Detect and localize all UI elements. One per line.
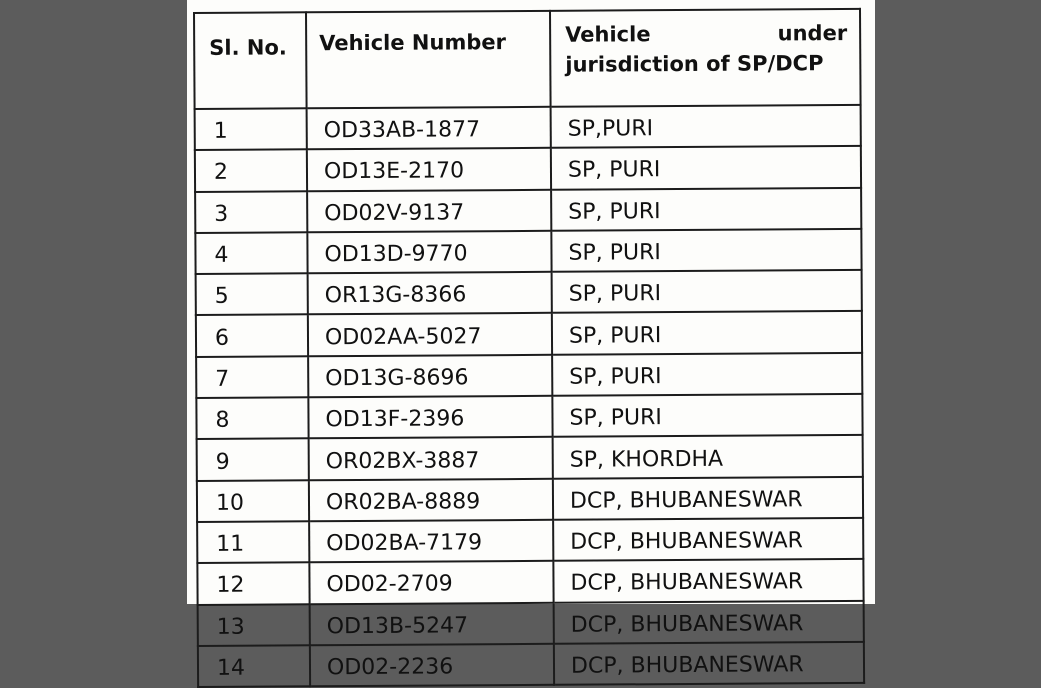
cell-jurisdiction: DCP, BHUBANESWAR (553, 477, 863, 520)
cell-sl-no: 14 (198, 645, 310, 687)
cell-vehicle-number: OR13G-8366 (308, 272, 552, 315)
table-row (197, 518, 863, 563)
cell-jurisdiction: DCP, BHUBANESWAR (553, 559, 863, 602)
table-header-row (194, 9, 861, 109)
table-row (197, 435, 863, 480)
cell-sl-no: 7 (196, 356, 308, 398)
table-row (196, 311, 862, 356)
cell-jurisdiction: SP, PURI (551, 146, 861, 189)
cell-sl-no: 9 (197, 439, 309, 481)
cell-vehicle-number: OR02BA-8889 (309, 478, 553, 521)
header-vehicle-number: Vehicle Number (306, 11, 551, 108)
cell-vehicle-number: OD02-2236 (310, 644, 554, 687)
table-row (198, 642, 864, 687)
cell-jurisdiction: SP, PURI (551, 229, 861, 272)
cell-sl-no: 1 (195, 108, 307, 150)
table-row (197, 559, 863, 604)
cell-jurisdiction: SP, PURI (552, 270, 862, 313)
table-row (196, 394, 862, 439)
cell-vehicle-number: OD02V-9137 (307, 189, 551, 232)
cell-sl-no: 4 (195, 232, 307, 274)
cell-jurisdiction: SP, PURI (552, 353, 862, 396)
cell-vehicle-number: OD33AB-1877 (307, 107, 551, 150)
cell-vehicle-number: OD02BA-7179 (309, 520, 553, 563)
cell-jurisdiction: DCP, BHUBANESWAR (554, 600, 864, 643)
header-sl-no: Sl. No. (194, 12, 307, 109)
cell-sl-no: 12 (197, 563, 309, 605)
cell-vehicle-number: OD02AA-5027 (308, 313, 552, 356)
cell-vehicle-number: OD13E-2170 (307, 148, 551, 191)
cell-vehicle-number: OD02-2709 (309, 561, 553, 604)
document-page (187, 0, 875, 681)
cell-vehicle-number: OD13F-2396 (308, 396, 552, 439)
table-row (195, 146, 861, 191)
cell-jurisdiction: SP, PURI (551, 188, 861, 231)
table-row (196, 270, 862, 315)
header-jurisdiction: Vehicle under jurisdiction of SP/DCP (550, 9, 861, 107)
table-row (195, 229, 861, 274)
cell-sl-no: 6 (196, 315, 308, 357)
cell-jurisdiction: SP,PURI (551, 105, 861, 148)
cell-vehicle-number: OD13B-5247 (310, 602, 554, 645)
cell-vehicle-number: OD13D-9770 (307, 231, 551, 274)
cell-sl-no: 10 (197, 480, 309, 522)
table-row (196, 353, 862, 398)
table-row (195, 188, 861, 233)
cell-sl-no: 5 (196, 273, 308, 315)
cell-vehicle-number: OR02BX-3887 (309, 437, 553, 480)
cell-sl-no: 2 (195, 150, 307, 192)
cell-jurisdiction: SP, KHORDHA (553, 435, 863, 478)
cell-jurisdiction: DCP, BHUBANESWAR (554, 642, 864, 685)
cell-vehicle-number: OD13G-8696 (308, 355, 552, 398)
cell-sl-no: 3 (195, 191, 307, 233)
table-row (198, 600, 864, 645)
vehicle-table (193, 8, 865, 688)
table-row (197, 477, 863, 522)
cell-sl-no: 13 (198, 604, 310, 646)
cell-jurisdiction: DCP, BHUBANESWAR (553, 518, 863, 561)
table-row (195, 105, 861, 150)
cell-sl-no: 8 (196, 397, 308, 439)
cell-jurisdiction: SP, PURI (552, 394, 862, 437)
cell-jurisdiction: SP, PURI (552, 311, 862, 354)
cell-sl-no: 11 (197, 521, 309, 563)
